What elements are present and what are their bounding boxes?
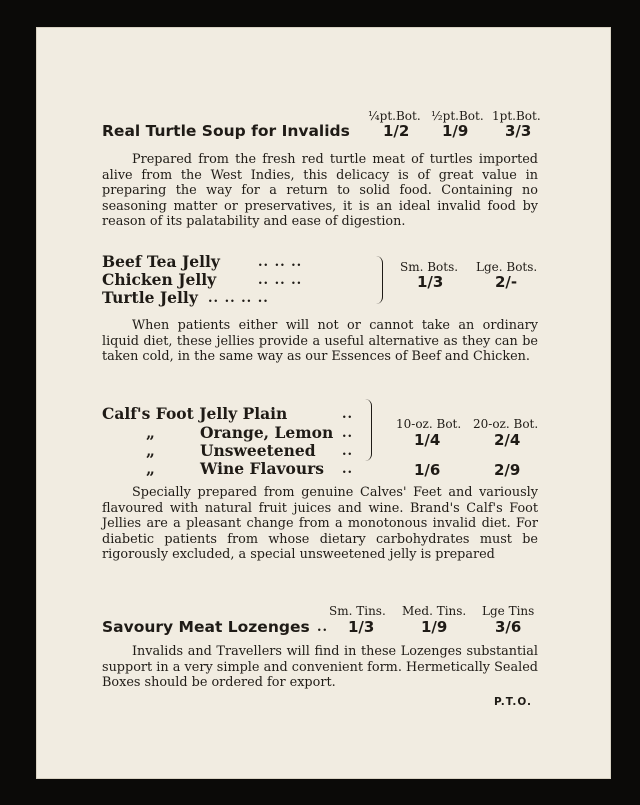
please-turn-over: P.T.O.: [494, 696, 532, 708]
size-large-tins: Lge Tins: [482, 604, 535, 618]
lozenges-description: Invalids and Travellers will find in these Lozenges substantial support in a very simple and convenient form. Hermetically Sealed Boxes should be ordered for export.: [102, 644, 538, 691]
grouping-brace: [365, 399, 372, 461]
document-page: [36, 27, 611, 779]
price-20oz-row1: 2/4: [494, 431, 521, 449]
variant-unsweetened: Unsweetened: [200, 441, 316, 460]
calfs-foot-jelly-plain: Calf's Foot Jelly Plain: [102, 404, 288, 423]
leader-dots: ..: [342, 426, 354, 441]
turtle-soup-title: Real Turtle Soup for Invalids: [102, 122, 350, 140]
chicken-jelly: Chicken Jelly: [102, 270, 217, 289]
savoury-lozenges-title: Savoury Meat Lozenges: [102, 618, 310, 636]
price-quarter-pint: 1/2: [383, 122, 410, 140]
size-medium-tins: Med. Tins.: [402, 604, 467, 618]
leader-dots: ..: [342, 407, 354, 422]
price-10oz-row2: 1/6: [414, 461, 441, 479]
leader-dots: ..: [342, 462, 354, 477]
ditto-mark: „: [146, 441, 155, 460]
leader-dots: ..: [317, 620, 329, 635]
size-10oz: 10-oz. Bot.: [396, 417, 462, 431]
size-large-bots: Lge. Bots.: [476, 260, 538, 274]
ditto-mark: „: [146, 423, 155, 442]
grouping-brace: [376, 256, 383, 304]
size-one-pint: 1pt.Bot.: [492, 109, 541, 123]
turtle-soup-description: Prepared from the fresh red turtle meat of turtles imported alive from the West Indies, this delicacy is of great value in preparing the way for a return to solid food. Containing no seasoning matter or preservatives, it is an ideal invalid food by reason of its palatability and ease of digestion.: [102, 152, 538, 230]
variant-wine-flavours: Wine Flavours: [200, 459, 324, 478]
leader-dots: .. .. ..: [258, 255, 303, 270]
size-half-pint: ½pt.Bot.: [431, 109, 484, 123]
leader-dots: ..: [342, 444, 354, 459]
size-small-bots: Sm. Bots.: [400, 260, 459, 274]
ditto-mark: „: [146, 459, 155, 478]
calfs-foot-description: Specially prepared from genuine Calves' Feet and variously flavoured with natural fruit juices and wine. Brand's Calf's Foot Jellies are a pleasant change from a monotonous invalid diet. For diabetic patients from whose dietary carbohydrates must be rigorously excluded, a special unsweetened jelly is prepared: [102, 485, 538, 563]
size-quarter-pint: ¼pt.Bot.: [368, 109, 421, 123]
size-small-tins: Sm. Tins.: [329, 604, 386, 618]
price-large-tins: 3/6: [495, 618, 522, 636]
turtle-jelly: Turtle Jelly: [102, 288, 198, 307]
price-medium-tins: 1/9: [421, 618, 448, 636]
price-large-bots: 2/-: [495, 273, 518, 291]
price-small-tins: 1/3: [348, 618, 375, 636]
price-small-bots: 1/3: [417, 273, 444, 291]
size-20oz: 20-oz. Bot.: [473, 417, 539, 431]
beef-tea-jelly: Beef Tea Jelly: [102, 252, 220, 271]
price-10oz-row1: 1/4: [414, 431, 441, 449]
price-half-pint: 1/9: [442, 122, 469, 140]
variant-orange-lemon: Orange, Lemon: [200, 423, 334, 442]
price-one-pint: 3/3: [505, 122, 532, 140]
leader-dots: .. .. .. ..: [208, 291, 269, 306]
jellies-description: When patients either will not or cannot take an ordinary liquid diet, these jellies provide a useful alternative as they can be taken cold, in the same way as our Essences of Beef and Chicken.: [102, 318, 538, 365]
leader-dots: .. .. ..: [258, 273, 303, 288]
price-20oz-row2: 2/9: [494, 461, 521, 479]
